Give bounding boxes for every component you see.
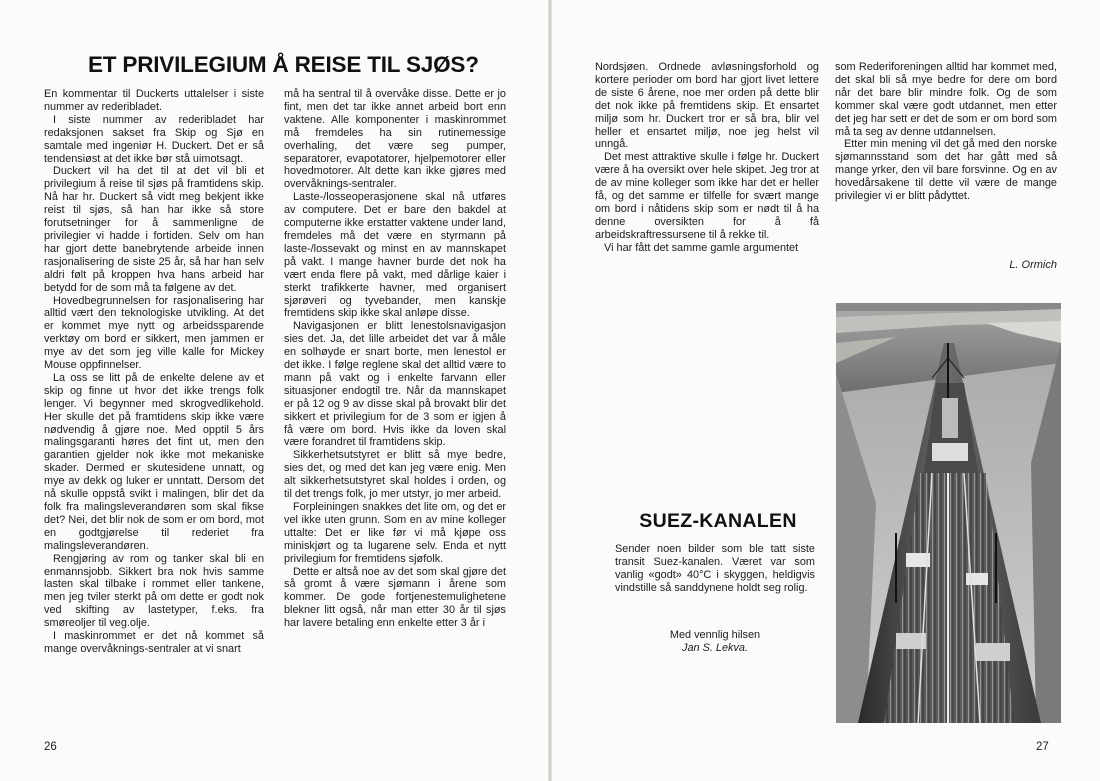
paragraph: som Rederiforeningen alltid har kommet med, det skal bli så mye bedre for dere om bord når det bare blir mindre folk. Og de som kommer skal være godt utdannet, men etter det jeg har sett er det de som er om bord som må ta seg av denne utdannelsen.	[835, 61, 1057, 138]
paragraph: I siste nummer av rederibladet har redaksjonen sakset fra Skip og Sjø en samtale med ingeniør H. Duckert. Det er så tendensiøst at det ikke bør stå uimotsagt.	[44, 113, 264, 165]
paragraph: Duckert vil ha det til at det vil bli et privilegium å reise til sjøs på framtidens skip. Nå har hr. Duckert så vidt meg bekjent ikke reist til sjøs, så han har ikke så store forutsetninger for å sammenligne de privilegier vi hadde i fortiden. Selv om han har gjort dette banebrytende arbeide innen rasjonalisering de siste 25 år, så har han selv aldri følt på kroppen hva hans arbeid har betydd for de som må ta følgene av det.	[44, 165, 264, 294]
paragraph: La oss se litt på de enkelte delene av et skip og finne ut hvor det ikke trengs folk lenger. Vi begynner med skrogvedlikehold. Her skulle det på framtidens skip ikke være nødvendig å gjøre noe. Med opptil 5 års malingsgaranti høres det fint ut, men den garantien gjelder nok ikke mot mekaniske skader. Dermed er skutesidene unnatt, og mye av dekk og luker er unntatt. Dersom det nå skulle oppstå svikt i malingen, blir det da folk fra malingsleverandøren som skal fikse det? Nei, det blir nok de som er om bord, mot en godtgjørelse til rederiet fra malingsleverandøren.	[44, 371, 264, 552]
paragraph: må ha sentral til å overvåke disse. Dette er jo fint, men det tar ikke annet arbeid bort enn vaktene. Alle komponenter i maskinrommet må fremdeles ha sin rutinemessige overhaling, det være seg pumper, separatorer, evapotatorer, hjelpemotorer eller hovedmotorer. Alt dette kan ikke gjøres med overvåknings-sentraler.	[284, 88, 506, 191]
page-number-right: 27	[1036, 741, 1049, 753]
book-gutter	[548, 0, 552, 781]
right-column-1	[595, 61, 819, 255]
paragraph: Hovedbegrunnelsen for rasjonalisering har alltid vært den teknologiske utvikling. At det er kommet mye nytt og arbeidssparende verktøy om bord er sikkert, men jammen er mye av det som jeg ville kalle for Mickey Mouse oppfinnelser.	[44, 294, 264, 372]
page-number-left: 26	[44, 741, 57, 753]
paragraph: Forpleiningen snakkes det lite om, og det er vel ikke uten grunn. Som en av mine kolleger uttalte: Det er like før vi må kjøpe oss miniskjørt og ta lugarene selv. Enda et nytt privilegium for fremtidens sjøfolk.	[284, 501, 506, 565]
paragraph: Etter min mening vil det gå med den norske sjømannsstand som det har gått med så mange yrker, den vil bare forsvinne. Og en av hovedårsakene til dette vil være de mange privilegier vi er blitt pådyttet.	[835, 138, 1057, 203]
paragraph: Rengjøring av rom og tanker skal bli en enmannsjobb. Sikkert bra nok hvis samme lasten skal tilbake i rommet eller tankene, men jeg tviler sterkt på om dette er godt nok ved skifting av lastetyper, f.eks. fra smøreoljer til veg.olje.	[44, 552, 264, 630]
suez-title: SUEZ-KANALEN	[639, 510, 797, 532]
paragraph: Vi har fått det samme gamle argumentet	[604, 241, 799, 254]
article-headline: ET PRIVILEGIUM Å REISE TIL SJØS?	[88, 52, 479, 77]
suez-body: Sender noen bilder som ble tatt siste transit Suez-kanalen. Været var som vanlig «godt» 40°C i skyggen, heldigvis vindstille så sanddynene holdt seg rolig.	[615, 543, 815, 594]
paragraph: Navigasjonen er blitt lenestolsnavigasjon sies det. Ja, det lille arbeidet det var å måle en solhøyde er snart borte, men lenestol er det ikke. I følge reglene skal det alltid være to mann på vakt og i enkelte farvann eller situasjoner endogtil tre. Når da mannskapet er på 12 og 9 av disse skal på brovakt blir det sikkert et privilegium for de 3 som er igjen å få være om bord. Hvis ikke da loven skal være forandret til framtidens skip.	[284, 320, 506, 449]
ship-deck-photo	[836, 303, 1061, 723]
suez-author: Jan S. Lekva.	[682, 642, 748, 654]
paragraph: En kommentar til Duckerts uttalelser i siste nummer av rederibladet.	[44, 88, 264, 113]
paragraph: Laste-/losseoperasjonene skal nå utføres av computere. Det er bare den bakdel at computerne ikke erstatter vaktene under land, fremdeles må det være en styrmann på laste-/lossevakt og minst en av mannskapet på vakt. I mange havner burde det nok ha vært enda flere på vakt, med dårlige kaier i sterkt trafikkerte havner, med organisert sjørøveri og tyvebander, men kanskje fremtidens skip ikke skal anløpe disse.	[284, 191, 506, 320]
paragraph: Det mest attraktive skulle i følge hr. Duckert være å ha oversikt over hele skipet. Jeg tror at de av mine kolleger som ikke har det er heller få, og det samme er tilfelle for svært mange om bord i nåtidens skip som er nødt til å ha denne oversikten for å få arbeidskraftressursene til å rekke til.	[595, 151, 819, 241]
paragraph: Nordsjøen. Ordnede avløsningsforhold og kortere perioder om bord har gjort livet lettere de siste 6 årene, noe mer orden på dette blir det nok ikke på fremtidens skip. Et ensartet miljø som hr. Duckert tror er så bra, blir vel heller et ensartet miljø, noe jeg helst vil unngå.	[595, 61, 819, 151]
article-signature: L. Ormich	[1009, 259, 1057, 271]
paragraph: Sikkerhetsutstyret er blitt så mye bedre, sies det, og med det kan jeg være enig. Men alt sikkerhetsutstyret skal holdes i orden, og til det trengs folk, jo mer utstyr, jo mer arbeid.	[284, 449, 506, 501]
suez-greeting: Med vennlig hilsen	[669, 629, 761, 641]
right-column-2	[835, 61, 1057, 203]
left-column-2	[284, 88, 506, 630]
paragraph: I maskinrommet er det nå kommet så mange overvåknings-sentraler at vi snart	[44, 630, 264, 655]
left-column-1	[44, 88, 264, 656]
paragraph: Dette er altså noe av det som skal gjøre det så gromt å være sjømann i årene som kommer. De gode fortjenestemulighetene blekner litt også, når man etter 30 år til sjøs har lavere betaling enn enkelte etter 3 år i	[284, 565, 506, 630]
